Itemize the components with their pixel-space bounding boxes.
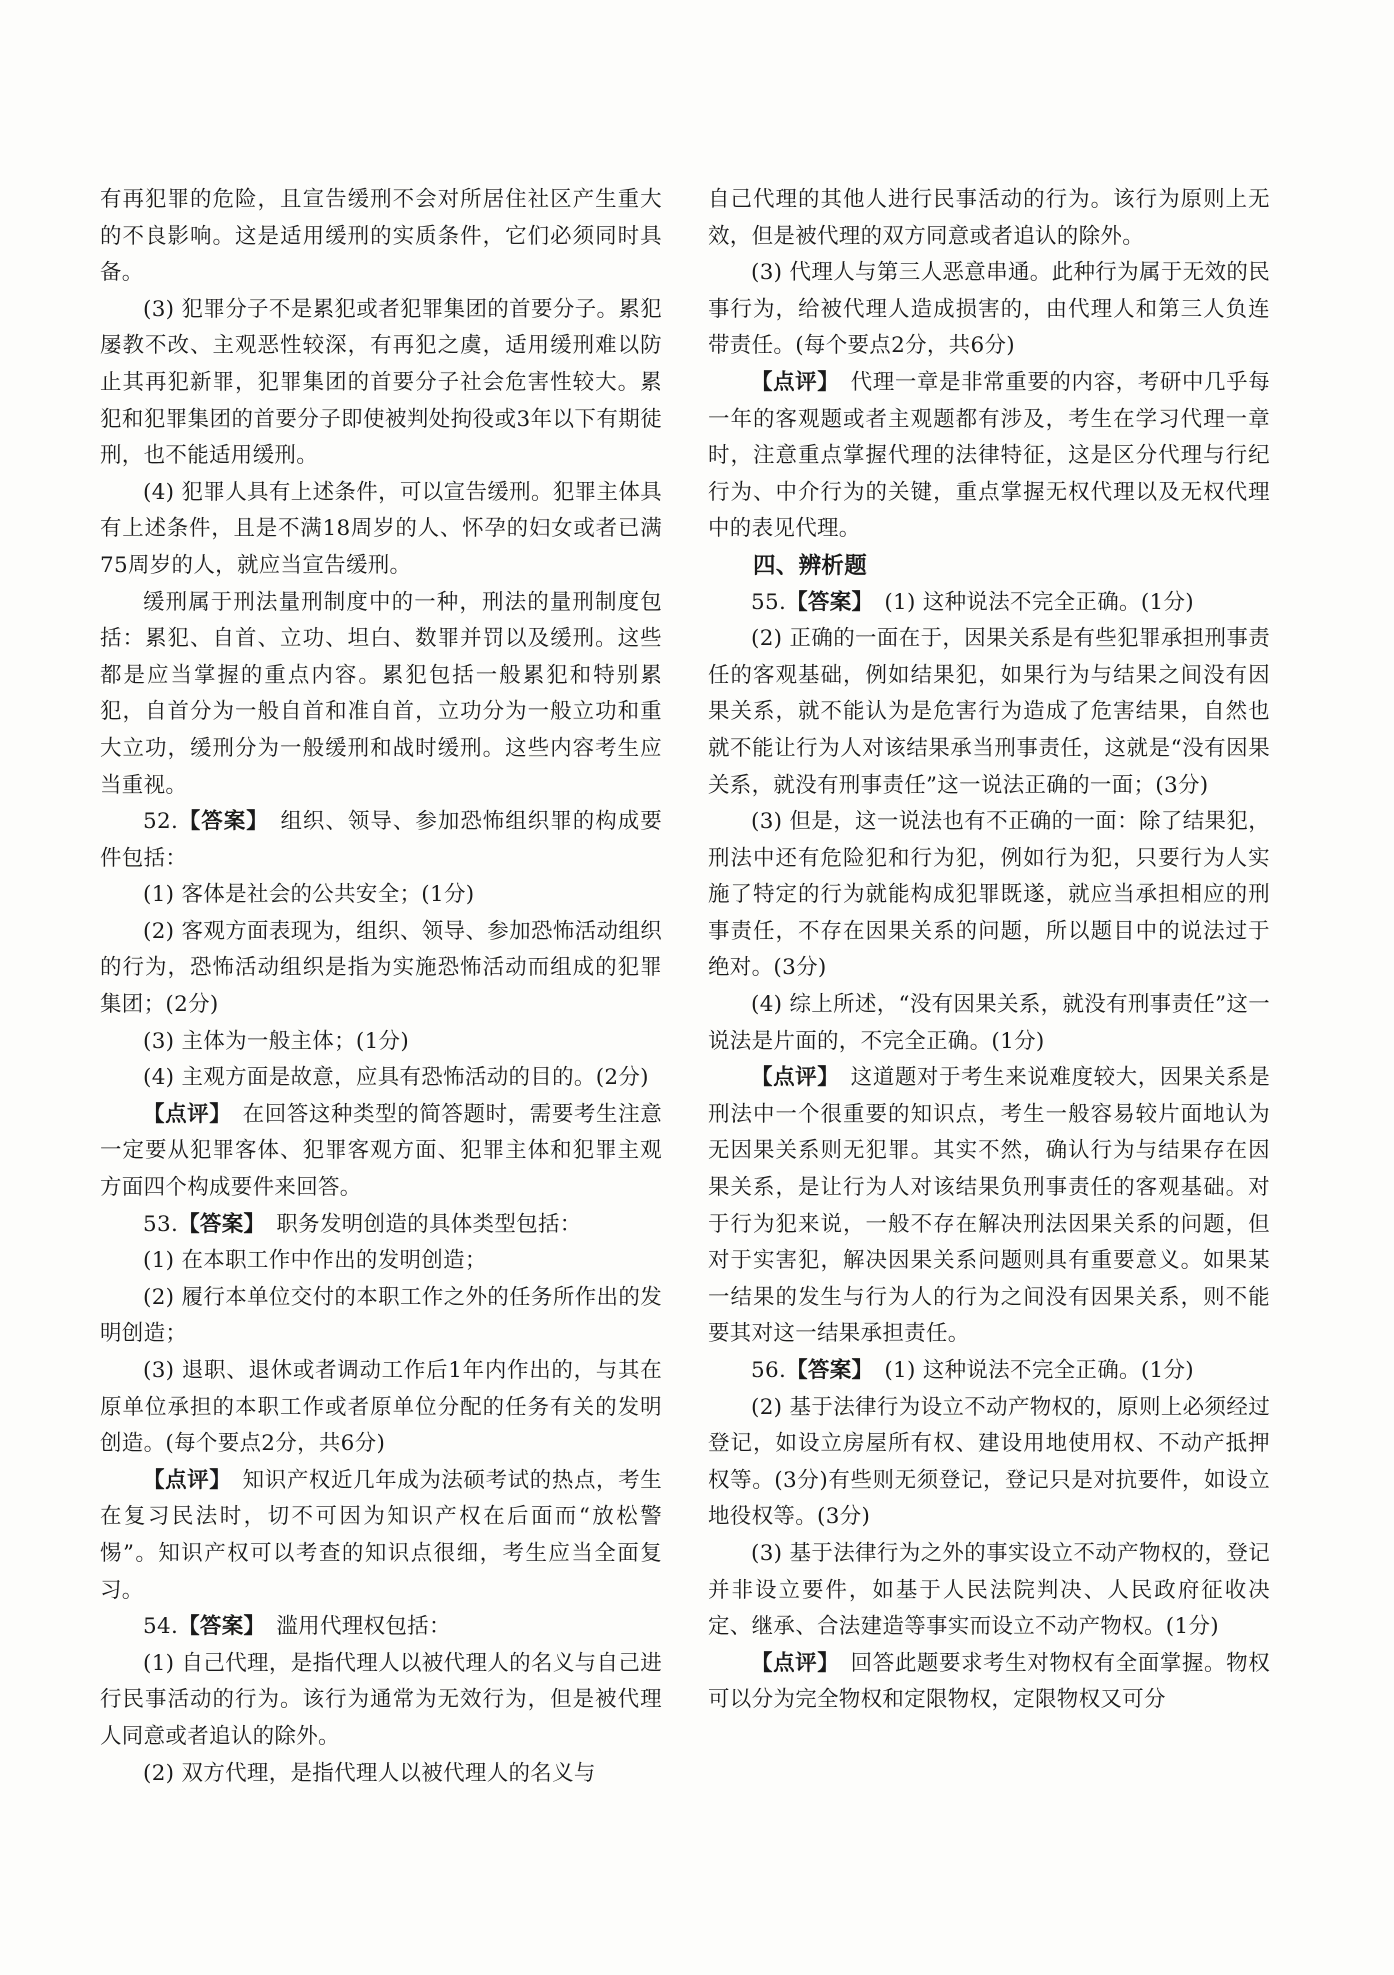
answer-intro: 职务发明创造的具体类型包括： [254,1211,582,1237]
right-column [708,182,1270,1719]
answer-item: (1) 在本职工作中作出的发明创造； [143,1248,487,1274]
paragraph: (3) 代理人与第三人恶意串通。此种行为属于无效的民事行为，给被代理人造成损害的，由代理人和第三人负连带责任。(每个要点2分，共6分) [708,260,1270,359]
answer-tag: 【答案】 [786,589,863,615]
question-number: 55. [751,589,787,615]
answer-intro: 滥用代理权包括： [254,1614,451,1640]
answer-item: (2) 正确的一面在于，因果关系是有些犯罪承担刑事责任的客观基础，例如结果犯，如果行为与结果之间没有因果关系，就不能认为是危害行为造成了危害结果，自然也就不能让行为人对该结果承当刑事责任，这就是“没有因果关系，就没有刑事责任”这一说法正确的一面；(3分) [708,626,1270,798]
answer-item: (4) 主观方面是故意，应具有恐怖活动的目的。(2分) [143,1065,649,1091]
answer-item: (2) 基于法律行为设立不动产物权的，原则上必须经过登记，如设立房屋所有权、建设用地使用权、不动产抵押权等。(3分)有些则无须登记，登记只是对抗要件，如设立地役权等。(3分) [708,1394,1270,1530]
question-52-comment [100,1097,662,1207]
answer-item: (3) 但是，这一说法也有不正确的一面：除了结果犯，刑法中还有危险犯和行为犯，例如行为犯，只要行为人实施了特定的行为就能构成犯罪既遂，就应当承担相应的刑事责任，不存在因果关系的问题，所以题目中的说法过于绝对。(3分) [708,809,1270,981]
question-53-answer [100,1207,662,1244]
question-56-comment [708,1646,1270,1719]
answer-item: (3) 主体为一般主体；(1分) [143,1028,410,1054]
answer-tag: 【答案】 [178,1614,255,1640]
comment-text: 代理一章是非常重要的内容，考研中几乎每一年的客观题或者主观题都有涉及，考生在学习代理一章时，注意重点掌握代理的法律特征，这是区分代理与行纪行为、中介行为的关键，重点掌握无权代理以及无权代理中的表见代理。 [708,369,1270,542]
paragraph: (4) 犯罪人具有上述条件，可以宣告缓刑。犯罪主体具有上述条件，且是不满18周岁的人、怀孕的妇女或者已满75周岁的人，就应当宣告缓刑。 [100,479,662,578]
answer-tag: 【答案】 [178,1211,255,1237]
answer-item: (3) 基于法律行为之外的事实设立不动产物权的，登记并非设立要件，如基于人民法院判决、人民政府征收决定、继承、合法建造等事实而设立不动产物权。(1分) [708,1540,1270,1640]
question-number: 52. [143,809,179,835]
question-55-answer [708,585,1270,622]
answer-tag: 【答案】 [786,1358,863,1383]
comment-tag: 【点评】 [143,1467,221,1493]
paragraph: 缓刑属于刑法量刑制度中的一种，刑法的量刑制度包括：累犯、自首、立功、坦白、数罪并罚以及缓刑。这些都是应当掌握的重点内容。累犯包括一般累犯和特别累犯，自首分为一般自首和准自首，立功分为一般立功和重大立功，缓刑分为一般缓刑和战时缓刑。这些内容考生应当重视。 [100,589,662,798]
section-heading: 四、辨析题 [753,552,868,579]
answer-tag: 【答案】 [178,809,258,835]
comment-tag: 【点评】 [143,1101,221,1127]
answer-item: (1) 自己代理，是指代理人以被代理人的名义与自己进行民事活动的行为。该行为通常为无效行为，但是被代理人同意或者追认的除外。 [100,1650,662,1749]
answer-item: (3) 退职、退休或者调动工作后1年内作出的，与其在原单位承担的本职工作或者原单位分配的任务有关的发明创造。(每个要点2分，共6分) [100,1358,662,1457]
paragraph: (3) 犯罪分子不是累犯或者犯罪集团的首要分子。累犯屡教不改、主观恶性较深，有再犯之虞，适用缓刑难以防止其再犯新罪，犯罪集团的首要分子社会危害性较大。累犯和犯罪集团的首要分子即使被判处拘役或3年以下有期徒刑，也不能适用缓刑。 [100,296,662,469]
comment-text: 在回答这种类型的简答题时，需要考生注意一定要从犯罪客体、犯罪客观方面、犯罪主体和犯罪主观方面四个构成要件来回答。 [100,1101,662,1201]
question-55-comment [708,1060,1270,1353]
paragraph: 有再犯罪的危险，且宣告缓刑不会对所居住社区产生重大的不良影响。这是适用缓刑的实质条件，它们必须同时具备。 [100,187,662,286]
comment-text: 知识产权近几年成为法硕考试的热点，考生在复习民法时，切不可因为知识产权在后面而“放松警惕”。知识产权可以考查的知识点很细，考生应当全面复习。 [100,1467,662,1603]
left-column [100,182,662,1792]
question-53-comment [100,1463,662,1609]
comment-tag: 【点评】 [751,1650,829,1676]
question-54-answer [100,1609,662,1646]
answer-item: (1) 客体是社会的公共安全；(1分) [143,882,475,908]
answer-item: (2) 履行本单位交付的本职工作之外的任务所作出的发明创造； [100,1284,662,1347]
comment-text: 这道题对于考生来说难度较大，因果关系是刑法中一个很重要的知识点，考生一般容易较片面地认为无因果关系则无犯罪。其实不然，确认行为与结果存在因果关系，是让行为人对该结果负刑事责任的客观基础。对于行为犯来说，一般不存在解决刑法因果关系的问题，但对于实害犯，解决因果关系问题则具有重要意义。如果某一结果的发生与行为人的行为之间没有因果关系，则不能要其对这一结果承担责任。 [708,1065,1270,1347]
answer-item: (2) 双方代理，是指代理人以被代理人的名义与 [143,1760,596,1786]
answer-intro: 组织、领导、参加恐怖组织罪的构成要件包括： [100,809,662,871]
answer-item: (4) 综上所述，“没有因果关系，就没有刑事责任”这一说法是片面的，不完全正确。(1分) [708,992,1270,1054]
answer-intro: (1) 这种说法不完全正确。(1分) [862,589,1194,615]
answer-intro: (1) 这种说法不完全正确。(1分) [862,1358,1194,1383]
question-54-comment [708,365,1270,548]
question-number: 53. [143,1211,179,1237]
question-56-answer [708,1353,1270,1390]
answer-item: (2) 客观方面表现为，组织、领导、参加恐怖活动组织的行为，恐怖活动组织是指为实施恐怖活动而组成的犯罪集团；(2分) [100,918,662,1018]
question-number: 56. [751,1358,787,1383]
paragraph: 自己代理的其他人进行民事活动的行为。该行为原则上无效，但是被代理的双方同意或者追认的除外。 [708,187,1270,249]
comment-text: 回答此题要求考生对物权有全面掌握。物权可以分为完全物权和定限物权，定限物权又可分 [708,1650,1270,1713]
comment-tag: 【点评】 [751,1065,829,1091]
comment-tag: 【点评】 [751,369,829,395]
question-number: 54. [143,1614,179,1640]
question-52-answer [100,804,662,877]
